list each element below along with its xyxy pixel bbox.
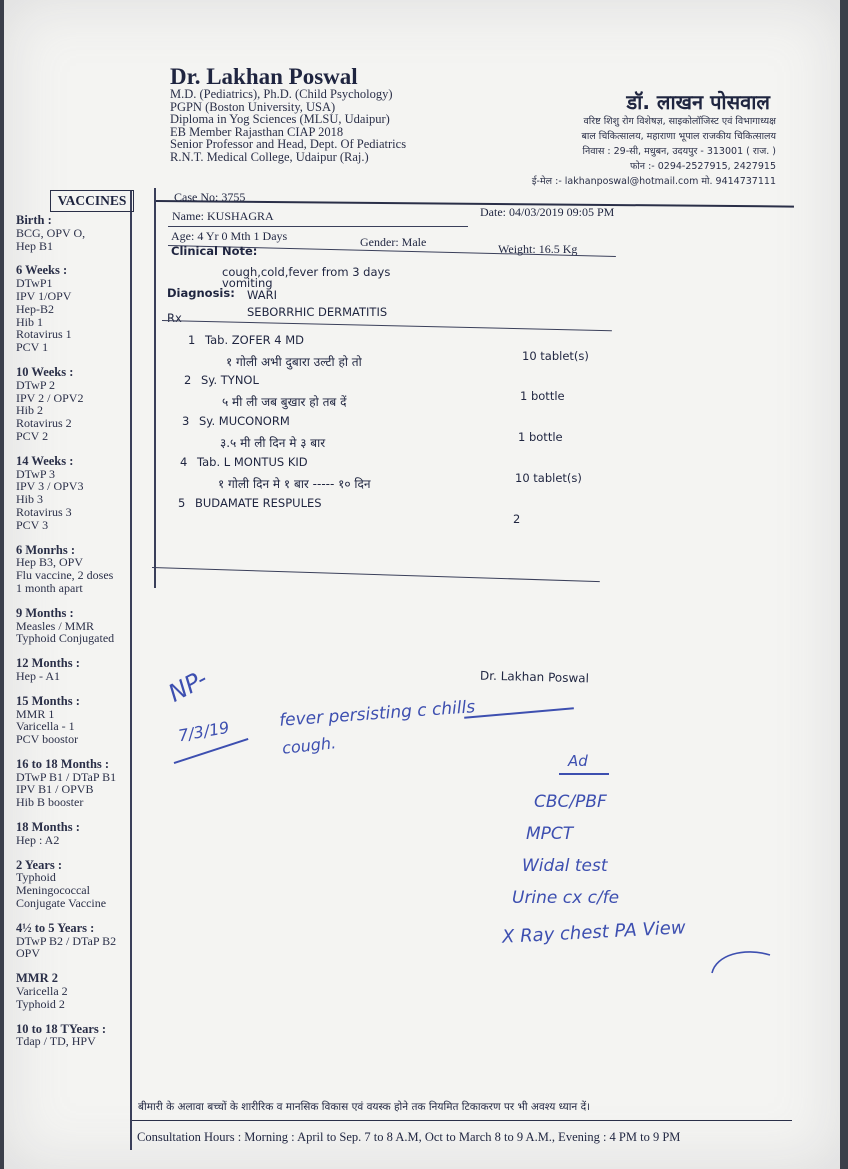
vaccine-age-heading: 15 Months : (16, 693, 80, 708)
vaccine-age-heading: 9 Months : (16, 605, 74, 620)
vaccine-age-heading: 14 Weeks : (16, 453, 74, 468)
vaccine-item: Measles / MMR (16, 618, 94, 633)
diagnosis-item: SEBORRHIC DERMATITIS (247, 305, 388, 319)
vaccine-age-heading: 18 Months : (16, 820, 80, 835)
handwritten-test: CBC/PBF (534, 792, 607, 812)
rx-drug: BUDAMATE RESPULES (195, 496, 322, 510)
rx-drug: Sy. TYNOL (201, 373, 259, 387)
vaccine-item: MMR 1 (16, 706, 55, 721)
rx-number: 3 (182, 414, 190, 428)
vaccine-group (16, 264, 146, 354)
vaccine-age-heading: MMR 2 (16, 971, 58, 986)
qualification-line: Diploma in Yog Sciences (MLSU, Udaipur) (170, 112, 390, 127)
qualification-line: R.N.T. Medical College, Udaipur (Raj.) (170, 149, 369, 164)
vaccine-item: Conjugate Vaccine (16, 896, 107, 911)
consultation-hours: Consultation Hours : Morning : April to Sep. 7 to 8 A.M, Oct to March 8 to 9 A.M., Evening : 4 PM to 9 PM (137, 1130, 681, 1144)
vaccine-item: Hep B3, OPV (16, 555, 84, 570)
vaccine-group (16, 695, 146, 746)
rx-bottom-line (152, 567, 600, 582)
rx-drug: Sy. MUCONORM (199, 414, 290, 428)
case-number: Case No: 3755 (174, 190, 246, 204)
vaccine-item: DTwP B2 / DTaP B2 (16, 933, 117, 948)
handwritten-stroke (559, 773, 609, 775)
doctor-name-hindi: डॉ. लाखन पोसवाल (626, 90, 770, 114)
rx-number: 4 (180, 455, 188, 469)
rx-instruction: १ गोली अभी दुबारा उल्टी हो तो (226, 355, 362, 369)
vaccine-group (16, 455, 146, 532)
vaccine-item: OPV (16, 946, 41, 961)
vaccine-item: Hep B1 (16, 238, 53, 253)
handwritten-test: Urine cx c/fe (512, 888, 620, 908)
vaccine-item: Hib 3 (16, 492, 43, 507)
vaccine-item: DTwP 3 (16, 466, 56, 481)
rx-quantity: 1 bottle (518, 430, 563, 444)
doctor-name: Dr. Lakhan Poswal (170, 64, 358, 89)
hindi-line: फोन :- 0294-2527915, 2427915 (630, 161, 776, 172)
vaccine-group (16, 922, 146, 960)
handwritten-complaint: cough. (281, 733, 337, 758)
rx-drug: Tab. ZOFER 4 MD (205, 333, 304, 347)
handwritten-stroke (464, 707, 574, 718)
vaccine-item: Rotavirus 2 (16, 416, 72, 431)
rx-number: 1 (188, 333, 196, 347)
vaccine-item: IPV 3 / OPV3 (16, 479, 84, 494)
hindi-line: बाल चिकित्सालय, महाराणा भूपाल राजकीय चिकित्सालय (581, 131, 776, 142)
vaccine-item: Meningococcal (16, 883, 90, 898)
vaccine-item: Hib 2 (16, 403, 43, 418)
vaccine-group (16, 1023, 146, 1049)
rx-number: 5 (178, 496, 186, 510)
vaccine-item: Flu vaccine, 2 doses (16, 568, 114, 583)
vaccine-age-heading: 2 Years : (16, 857, 63, 872)
vaccine-item: PCV 3 (16, 517, 49, 532)
vaccine-group (16, 366, 146, 443)
rx-quantity: 1 bottle (520, 389, 565, 403)
vaccine-age-heading: 6 Monrhs : (16, 542, 76, 557)
visit-date: Date: 04/03/2019 09:05 PM (480, 205, 615, 219)
vaccine-schedule (16, 214, 146, 1060)
vaccine-group (16, 214, 146, 252)
vaccine-item: Rotavirus 3 (16, 504, 72, 519)
diagnosis-item: WARI (247, 288, 277, 302)
diagnosis-label: Diagnosis: (167, 286, 235, 300)
footer-divider (132, 1120, 792, 1121)
vaccine-item: Hib B booster (16, 795, 84, 810)
handwritten-curve (704, 945, 774, 985)
doctor-signature: Dr. Lakhan Poswal (479, 668, 590, 686)
vaccine-item: DTwP B1 / DTaP B1 (16, 769, 117, 784)
hindi-line: वरिष्ट शिशु रोग विशेषज्ञ, साइकोलॉजिस्ट एवं विभागाध्यक्ष (583, 116, 776, 127)
vaccine-item: IPV 2 / OPV2 (16, 390, 84, 405)
vaccines-title: VACCINES (50, 190, 134, 212)
qualification-line: M.D. (Pediatrics), Ph.D. (Child Psychology) (170, 87, 393, 101)
vaccine-item: PCV boostor (16, 732, 79, 747)
vaccine-item: 1 month apart (16, 580, 83, 595)
vaccine-item: Hep - A1 (16, 668, 60, 683)
rx-instruction: १ गोली दिन मे १ बार ----- १० दिन (218, 477, 371, 491)
hindi-line: निवास : 29-सी, मधुबन, उदयपुर - 313001 ( राज. ) (582, 146, 776, 157)
vaccine-group (16, 607, 146, 645)
vaccine-group (16, 758, 146, 809)
vaccine-group (16, 544, 146, 595)
vaccine-item: IPV 1/OPV (16, 288, 72, 303)
vaccine-age-heading: 4½ to 5 Years : (16, 920, 95, 935)
vaccine-item: Typhoid (16, 870, 56, 885)
footer-note: बीमारी के अलावा बच्चों के शारीरिक व मानसिक विकास एवं वयस्क होने तक नियमित टिकाकरण पर भी अवश्य ध्यान दें। (138, 1101, 591, 1113)
vaccine-item: BCG, OPV O, (16, 225, 86, 240)
vaccine-item: PCV 1 (16, 340, 49, 355)
rx-label: Rx (167, 311, 182, 325)
vaccine-group (16, 859, 146, 910)
vaccine-item: Hib 1 (16, 314, 43, 329)
rx-quantity: 10 tablet(s) (522, 349, 589, 363)
rx-instruction: ५ मी ली जब बुखार हो तब दें (222, 395, 347, 409)
patient-gender: Gender: Male (360, 235, 427, 249)
vaccine-item: Varicella - 1 (16, 719, 75, 734)
clinical-note-label: Clinical Note: (171, 244, 258, 258)
rx-quantity: 2 (513, 512, 521, 526)
vaccine-item: Hep-B2 (16, 301, 54, 316)
vaccine-age-heading: 6 Weeks : (16, 263, 68, 278)
vaccine-item: PCV 2 (16, 428, 49, 443)
vaccine-item: Typhoid 2 (16, 996, 65, 1011)
handwritten-complaint: fever persisting c chills (278, 697, 476, 731)
hindi-line: ई-मेल :- lakhanposwal@hotmail.com मो. 9414737111 (531, 176, 776, 187)
vaccine-group (16, 972, 146, 1010)
qualification-line: Senior Professor and Head, Dept. Of Pediatrics (170, 137, 407, 152)
doctor-details-hindi (532, 114, 776, 189)
rx-underline (162, 320, 612, 331)
vaccine-age-heading: Birth : (16, 213, 52, 227)
vaccine-item: IPV B1 / OPVB (16, 782, 94, 797)
vaccine-item: Hep : A2 (16, 832, 60, 847)
vaccine-age-heading: 10 Weeks : (16, 364, 74, 379)
doctor-qualifications (170, 88, 406, 164)
qualification-line: EB Member Rajasthan CIAP 2018 (170, 124, 344, 139)
vaccine-group (16, 657, 146, 683)
handwritten-advice: Ad (568, 752, 588, 770)
name-underline (168, 226, 468, 227)
qualification-line: PGPN (Boston University, USA) (170, 99, 336, 114)
clinical-note-line: vomiting (222, 276, 273, 290)
vaccine-item: Tdap / TD, HPV (16, 1034, 96, 1049)
vaccine-item: Varicella 2 (16, 984, 68, 999)
rx-quantity: 10 tablet(s) (515, 471, 582, 485)
vaccine-item: DTwP1 (16, 276, 53, 291)
patient-age: Age: 4 Yr 0 Mth 1 Days (171, 229, 288, 243)
rx-drug: Tab. L MONTUS KID (197, 455, 308, 469)
clinical-note-line: cough,cold,fever from 3 days (222, 265, 391, 279)
header-divider (156, 200, 794, 208)
handwritten-test: Widal test (522, 856, 608, 876)
vaccine-item: Typhoid Conjugated (16, 631, 115, 646)
handwritten-test: X Ray chest PA View (501, 917, 687, 948)
handwritten-date: 7/3/19 (176, 717, 231, 746)
vaccine-group (16, 821, 146, 847)
vaccine-item: DTwP 2 (16, 377, 56, 392)
rx-left-border (154, 188, 156, 588)
rx-number: 2 (184, 373, 192, 387)
vaccine-age-heading: 10 to 18 TYears : (16, 1021, 107, 1036)
prescription-sheet (4, 0, 840, 1169)
vaccine-age-heading: 16 to 18 Months : (16, 756, 110, 771)
patient-weight: Weight: 16.5 Kg (498, 242, 578, 256)
rx-instruction: ३.५ मी ली दिन मे ३ बार (220, 436, 326, 450)
handwritten-test: MPCT (526, 824, 574, 844)
handwritten-np: NP- (163, 664, 213, 708)
vaccine-age-heading: 12 Months : (16, 656, 80, 671)
patient-name: Name: KUSHAGRA (172, 209, 274, 223)
vaccine-item: Rotavirus 1 (16, 327, 72, 342)
